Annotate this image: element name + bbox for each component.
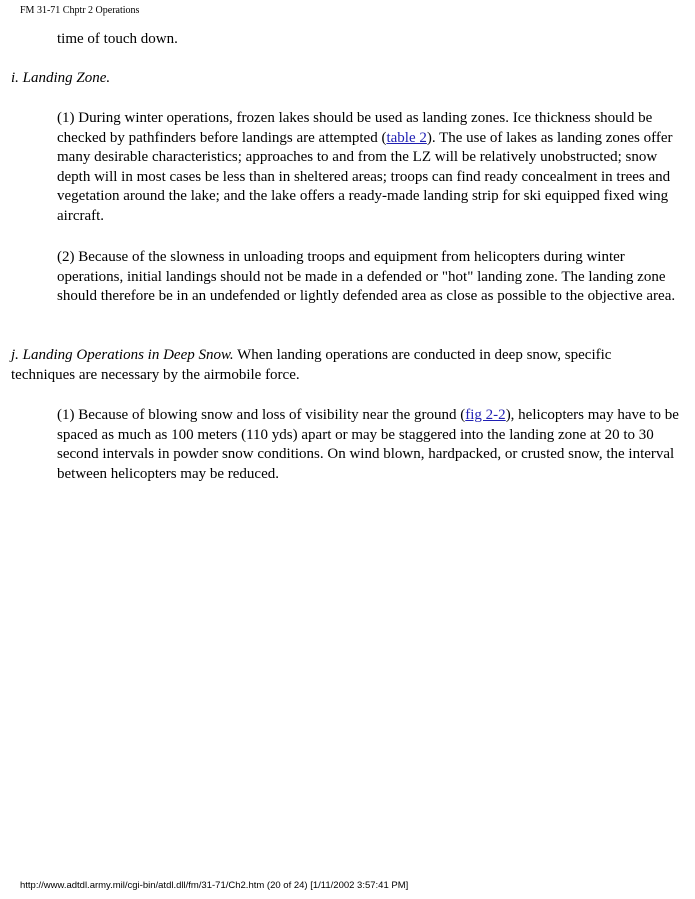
section-j-paragraph-1 [57,406,679,484]
section-j-paragraph-1-text-a: (1) Because of blowing snow and loss of visibility near the ground ( [57,407,466,423]
page-header-title: FM 31-71 Chptr 2 Operations [20,5,140,16]
intro-fragment: time of touch down. [57,31,178,47]
section-i-heading: i. Landing Zone. [11,70,111,86]
table-2-link[interactable]: table 2 [386,129,427,146]
section-j-paragraph-1-text-b: ), helicopters may have to be spaced as much as 100 meters (110 yds) apart or may be staggered into the landing zone at 20 to 30 second intervals in powder snow conditions. On wind blown, hardpacked, or crusted snow, the interval between helicopters may be reduced. [57,407,679,482]
page-footer-url: http://www.adtdl.army.mil/cgi-bin/atdl.dll/fm/31-71/Ch2.htm (20 of 24) [1/11/2002 3:57:41 PM] [20,880,409,891]
section-i-paragraph-1-text-b: ). The use of lakes as landing zones offer many desirable characteristics; approaches to and from the LZ will be relatively unobstructed; snow depth will in most cases be less than in sheltered areas; troops can find ready concealment in trees and vegetation around the lake; and the lake offers a ready-made landing strip for ski equipped fixed wing aircraft. [57,129,673,224]
section-j-heading-text: When landing operations are conducted in deep snow, specific techniques are necessary by the airmobile force. [11,347,612,383]
section-i-paragraph-2: (2) Because of the slowness in unloading troops and equipment from helicopters during winter operations, initial landings should not be made in a defended or "hot" landing zone. The landing zone should therefore be in an undefended or lightly defended area as close as possible to the objective area. [57,249,676,304]
section-j-heading: j. Landing Operations in Deep Snow. [11,347,234,363]
section-i-paragraph-1-text-a: (1) During winter operations, frozen lakes should be used as landing zones. Ice thickness should be checked by pathfinders before landings are attempted ( [57,110,653,146]
fig-2-2-link[interactable]: fig 2-2 [465,407,506,423]
section-i-paragraph-1 [57,109,679,226]
section-j-paragraph [11,346,679,385]
